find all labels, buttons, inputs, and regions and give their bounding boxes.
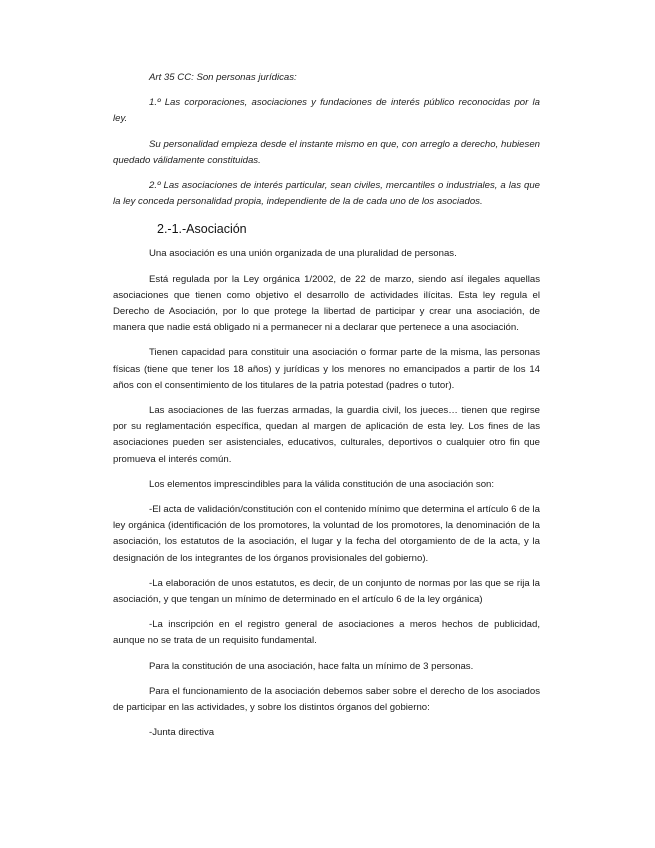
paragraph: Los elementos imprescindibles para la válida constitución de una asociación son:	[149, 478, 495, 490]
list-item: -El acta de validación/constitución con el contenido mínimo que determina el artículo 6 de la ley orgánica (identificación de los promotores, la voluntad de los promotores, la denominación de la asociación, los estatutos de la asociación, el lugar y la fecha del otorgamiento de de la acta, y la designación de los integrantes de los órganos provisionales del gobierno).	[113, 504, 540, 564]
list-item: -La elaboración de unos estatutos, es decir, de un conjunto de normas por las que se rija la asociación, y que tengan un mínimo de determinado en el artículo 6 de la ley orgánica)	[113, 577, 540, 606]
quote-item-1-continuation: Su personalidad empieza desde el instante mismo en que, con arreglo a derecho, hubiesen quedado válidamente constituidas.	[113, 138, 540, 166]
section-title: 2.-1.-Asociación	[157, 222, 247, 237]
list-item: -La inscripción en el registro general de asociaciones a meros hechos de publicidad, aunque no se trata de un requisito fundamental.	[113, 619, 540, 647]
paragraph: Tienen capacidad para constituir una asociación o formar parte de la misma, las personas físicas (tiene que tener los 18 años) y jurídicas y los menores no emancipados a partir de los 14 años con el consentimiento de los titulares de la patria potestad (padres o tutor).	[113, 347, 540, 391]
quote-heading: Art 35 CC: Son personas jurídicas:	[149, 72, 297, 83]
paragraph: Para el funcionamiento de la asociación debemos saber sobre el derecho de los asociados de participar en las actividades, y sobre los distintos órganos del gobierno:	[113, 685, 540, 714]
paragraph: Para la constitución de una asociación, hace falta un mínimo de 3 personas.	[149, 660, 474, 672]
paragraph: Las asociaciones de las fuerzas armadas, la guardia civil, los jueces… tienen que regirse por su reglamentación específica, quedan al margen de aplicación de esta ley. Los fines de las asociaciones pueden ser asistenciales, educativos, culturales, deportivos o cualquier otro fin que promueva el interés común.	[113, 405, 540, 465]
list-item: -Junta directiva	[149, 727, 215, 739]
quote-item-2: 2.º Las asociaciones de interés particular, sean civiles, mercantiles o industriales, a las que la ley conceda personalidad propia, independiente de la de cada uno de los asociados.	[113, 180, 540, 208]
quote-item-1: 1.º Las corporaciones, asociaciones y fundaciones de interés público reconocidas por la ley.	[113, 97, 540, 125]
paragraph: Una asociación es una unión organizada de una pluralidad de personas.	[149, 248, 457, 260]
paragraph: Está regulada por la Ley orgánica 1/2002, de 22 de marzo, siendo así ilegales aquellas asociaciones que tienen como objetivo el desarrollo de actividades ilícitas. Esta ley regula el Derecho de Asociación, por lo que protege la libertad de participar y crear una asociación, de manera que nadie está obligado ni a permanecer ni a declarar que pertenece a una asociación.	[113, 273, 540, 334]
